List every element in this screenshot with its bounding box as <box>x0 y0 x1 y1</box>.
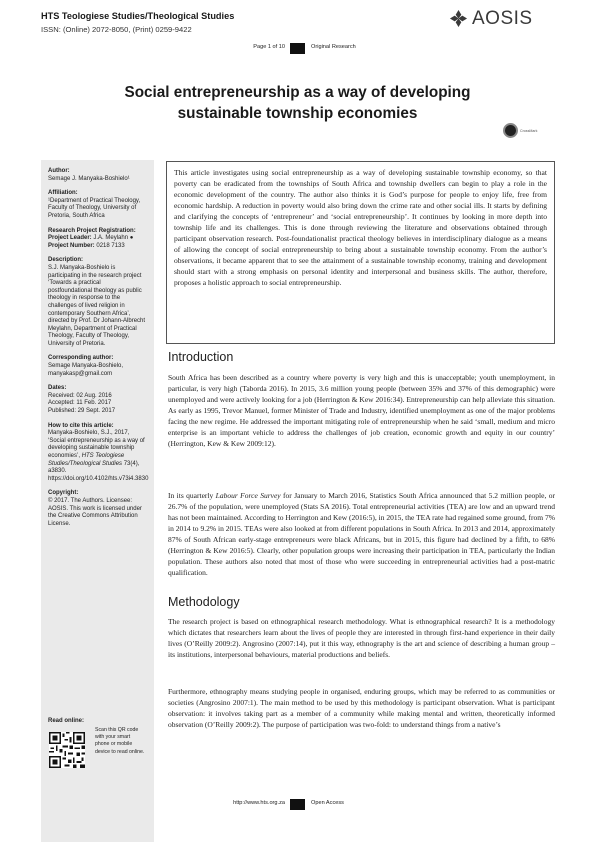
read-online-heading: Read online: <box>48 718 85 724</box>
page-number: Page 1 of 10 <box>253 44 285 50</box>
journal-title: HTS Teologiese Studies/Theological Studies <box>41 11 235 21</box>
author-name: Semage J. Manyaka-Boshielo¹ <box>48 175 130 182</box>
registration-heading: Research Project Registration: <box>48 227 136 234</box>
project-leader: Project Leader: J.A. Meylahn ● <box>48 235 134 242</box>
author-heading: Author: <box>48 168 70 174</box>
description-heading: Description: <box>48 257 84 264</box>
cite-heading: How to cite this article: <box>48 422 114 429</box>
affiliation-heading: Affiliation: <box>48 190 78 197</box>
crossmark-label: CrossMark <box>520 128 538 133</box>
page-info-bar <box>0 43 595 55</box>
methodology-heading: Methodology <box>168 595 240 609</box>
introduction-paragraph-2: In its quarterly Labour Force Survey for January to March 2016, Statistics South Africa announced that 5.2 million people, or 26.7% of the population, were unemployed (Stats SA 2016). Total entrepreneurial activities (TEA) are low and an upward trend has not been maintained. According to Herrington and Kew (2016:5), in 2015, the TEA rate had regained some ground, from 7% in 2014 to 9.2% in 2015. TEAs were also looked at from different populations in South Africa. In 2013 and 2014, approximately 87% of South African early-stage entrepreneurs were black Africans, but in 2015, this figure had declined by a fifth, to 68% (Herrington & Kew 2016:5). Clearly, other population groups were increasing their participation in TEA, particularly the Indian population. These authors also noted that most of those who were succeeding in entrepreneurial activities had a post-matric qualification. <box>168 491 556 577</box>
crossmark-badge[interactable] <box>503 123 537 138</box>
publisher-logo[interactable] <box>449 9 533 28</box>
dates-heading: Dates: <box>48 385 67 392</box>
corresponding-text[interactable]: Semage Manyaka-Boshielo, manyakasp@gmail.com <box>48 363 124 377</box>
affiliation-block <box>48 190 146 220</box>
logo-text: AOSIS <box>472 8 533 29</box>
date-received: Received: 02 Aug. 2016 <box>48 392 112 399</box>
corresponding-heading: Corresponding author: <box>48 355 114 362</box>
copyright-block <box>48 490 146 528</box>
title-line-1: Social entrepreneurship as a way of developing <box>124 84 471 101</box>
cite-text: Manyaka-Boshielo, S.J., 2017, ‘Social entrepreneurship as a way of developing sustainable township economies’, HTS Teologiese Studies/Theological Studies 73(4), a3830. https://doi.org/10.4102/hts.v73i4.3830 <box>48 430 149 482</box>
scan-instructions: Scan this QR code with your smart phone or mobile device to read online. <box>95 727 145 755</box>
aosis-logo-icon <box>449 9 468 28</box>
methodology-paragraph-2: Furthermore, ethnography means studying people in organised, enduring groups, which may be referred to as communities or societies (Angrosino 2007:1). The main method to be used by this methodology is participant observation. What is participant observation: it involves taking part as a member of a community while making mental and written, theoretically informed observation (O’Reilly 2009:2). The purpose of participation was two-fold: to understand things from a native’s <box>168 687 555 729</box>
copyright-heading: Copyright: <box>48 490 79 497</box>
abstract-box: This article investigates using social entrepreneurship as a way of developing sustainable township economy, so that poverty can be eradicated from the townships of South Africa and township dwellers can begin to play a role in the economic development of the country. The author also thinks it is God’s purpose for people to enjoy life, free from economic hardship. A reduction in poverty would also bring down the crime rate and other social ills. It starts by defining and clarifying the concepts of ‘entrepreneur’ and ‘social entrepreneurship’. It continues by looking in more depth into township life and its challenges. This is done through reviewing the literature and observations obtained through participant observation research. Post-foundationalist practical theology believes in interdisciplinary dialogue as a means of allowing the concept of social entrepreneurship to bring about a sustainable township economy. From the author’s observations, it became apparent that to see the attainment of a sustainable township economy, training and development should start with a strong emphasis on personal identity and interpersonal and business skills. The author, therefore, proposes a holistic approach to social entrepreneurship. <box>166 161 555 344</box>
crossmark-icon <box>503 123 518 138</box>
registration-block <box>48 228 146 251</box>
dates-block <box>48 385 146 415</box>
methodology-paragraph-1: The research project is based on ethnographical research methodology. What is ethnographical research? It is a methodology which dictates that researchers learn about the lives of people they are interested in through first-hand experience in their daily lives (O’Reilly 2009:2). Angrosino (2007:14), put it this way, ethnography is the art and science of describing a human group – its institutions, interpersonal behaviours, material productions and beliefs. <box>168 617 555 659</box>
affiliation-text: ¹Department of Practical Theology, Faculty of Theology, University of Pretoria, South Africa <box>48 197 141 219</box>
introduction-paragraph-1: South Africa has been described as a country where poverty is very high and this is unacceptable; youth unemployment, in particular, is very high (Taborda 2016). In 2015, 3.6 million young people (between 35% and 37% of this demographic) were unemployed and were actively looking for a job (Herrington & Kew 2016:34). Entrepreneurship can help alleviate this situation. As early as 1995, Trevor Manuel, former Minister of Trade and Industry, identified unemployment as one of the major problems facing the new regime. He addressed the important mitigating role of entrepreneurship when he said ‘small, medium and micro enterprise is an important vehicle to address the challenges of job creation, economic growth and equity in our country’ (Herrington, Kew & Kew 2009:12). <box>168 373 555 448</box>
issn-line: ISSN: (Online) 2072-8050, (Print) 0259-9422 <box>41 25 192 34</box>
title-line-2: sustainable township economies <box>177 105 418 122</box>
date-published: Published: 29 Sept. 2017 <box>48 408 116 415</box>
article-type: Original Research <box>311 44 356 50</box>
date-accepted: Accepted: 11 Feb. 2017 <box>48 400 112 407</box>
doi-link[interactable]: 73(4), a3830. https://doi.org/10.4102/hts.v73i4.3830 <box>48 460 149 482</box>
open-access-label: Open Access <box>311 800 344 806</box>
author-block <box>48 168 146 183</box>
article-title <box>40 82 555 124</box>
article-info-sidebar <box>41 160 154 842</box>
copyright-text: © 2017. The Authors. Licensee: AOSIS. This work is licensed under the Creative Commons Attribution License. <box>48 497 142 527</box>
read-online-block <box>48 718 84 726</box>
journal-url[interactable]: http://www.hts.org.za <box>233 800 285 806</box>
project-number: Project Number: 0218 7133 <box>48 242 125 249</box>
corresponding-block <box>48 355 146 378</box>
footer-divider <box>290 799 305 810</box>
orcid-icon[interactable]: ● <box>128 235 134 242</box>
description-block <box>48 257 146 348</box>
cite-block <box>48 422 149 484</box>
qr-code-icon[interactable] <box>49 732 85 768</box>
introduction-heading: Introduction <box>168 350 234 364</box>
page-info-divider <box>290 43 305 54</box>
description-text: S.J. Manyaka-Boshielo is participating in the research project ‘Towards a practical postfoundational theology as public theology in response to the challenges of lived religion in contemporary Southern Africa’, directed by Prof. Dr Johann-Albrecht Meylahn, Department of Practical Theology, Faculty of Theology, University of Pretoria. <box>48 264 146 347</box>
page-footer <box>0 799 595 811</box>
